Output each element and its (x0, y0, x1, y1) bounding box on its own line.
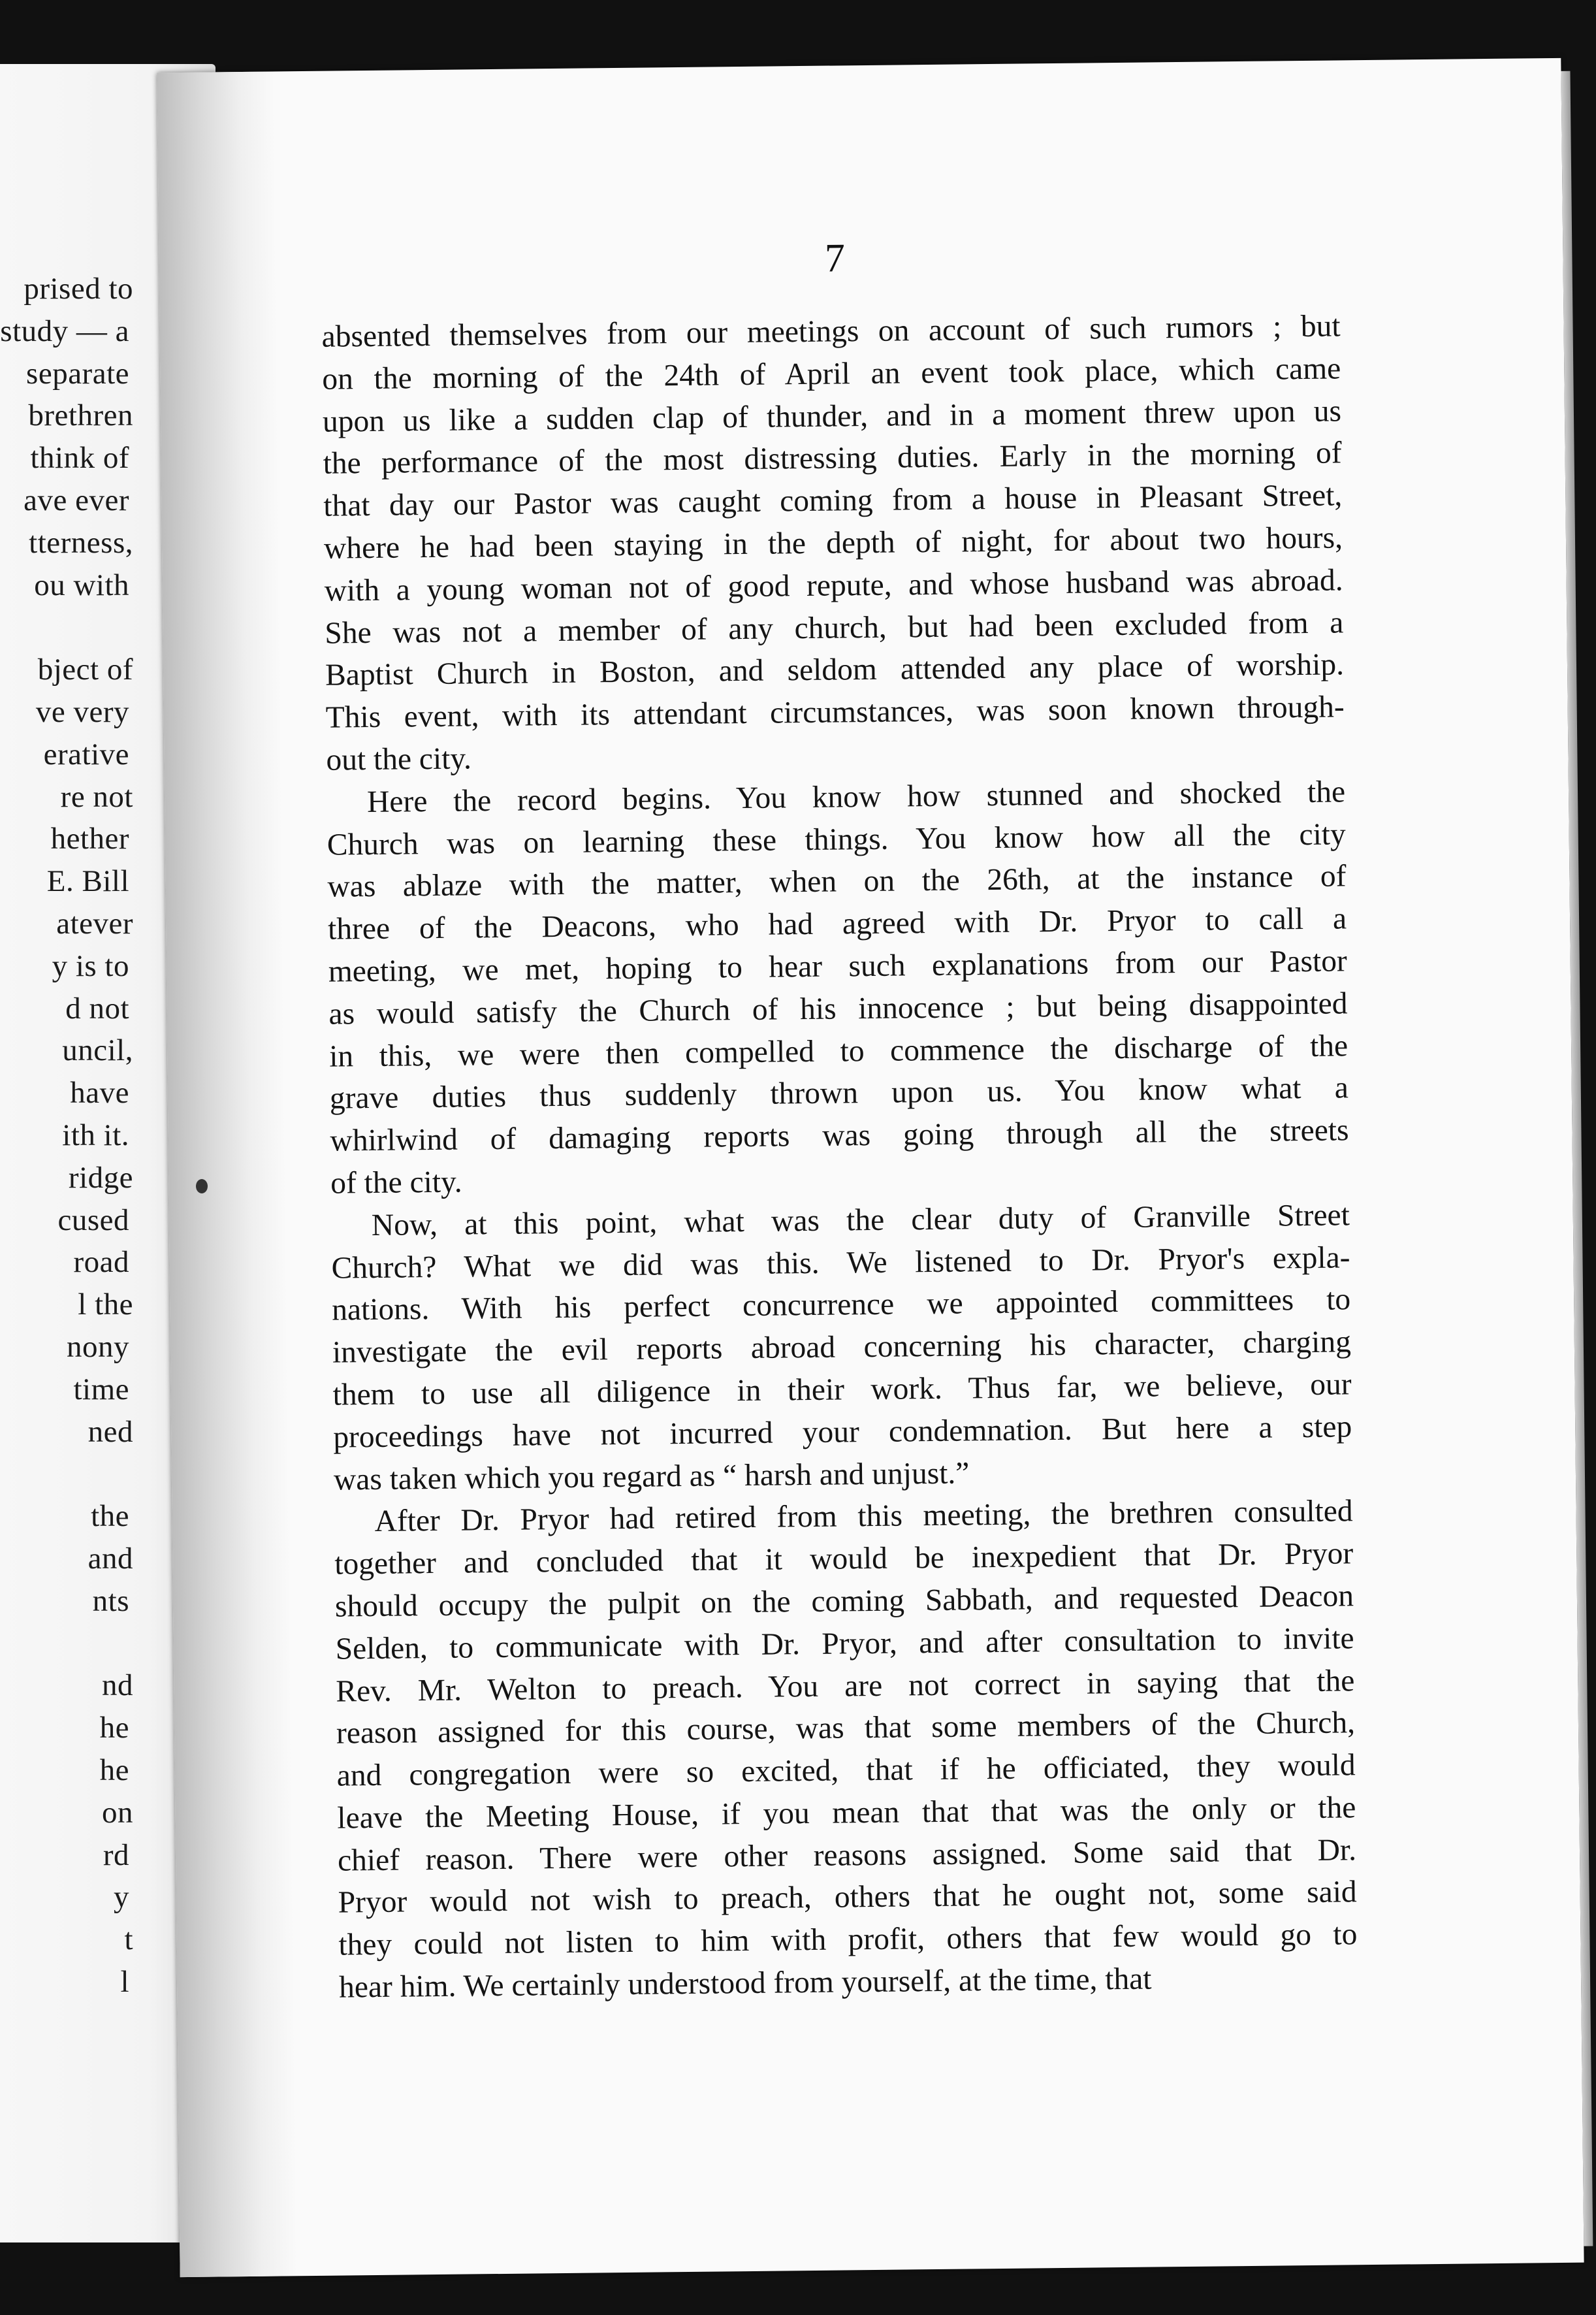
facing-page-text-fragment: t (124, 1922, 133, 1957)
facing-page-text-fragment: rd (103, 1837, 129, 1872)
text-line: Here the record begins. You know how stunned and shocked the (366, 775, 1346, 819)
text-line: meeting, we met, hoping to hear such explanations from our Pastor (328, 944, 1348, 989)
facing-page-text-fragment: road (73, 1245, 129, 1280)
body-text (321, 305, 1358, 2009)
paragraph (327, 771, 1350, 1205)
text-line: should occupy the pulpit on the coming Sabbath, and requested Deacon (334, 1579, 1354, 1624)
text-line: where he had been staying in the depth of night, for about two hours, (323, 521, 1343, 566)
text-line: This event, with its attendant circumstances, was soon known through- (325, 690, 1345, 735)
facing-page-text-fragment: y (114, 1880, 129, 1915)
text-line: as would satisfy the Church of his innocence ; but being disappointed (328, 986, 1348, 1031)
text-line: nations. With his perfect concurrence we appointed committees to (331, 1282, 1351, 1327)
text-line: upon us like a sudden clap of thunder, and in a moment threw upon us (322, 393, 1342, 439)
facing-page-text-fragment: he (99, 1753, 129, 1787)
facing-page-text-fragment: he (99, 1711, 129, 1745)
facing-page-text-fragment: l the (78, 1287, 133, 1322)
text-line: leave the Meeting House, if you mean that that was the only or the (337, 1790, 1356, 1836)
facing-page-text-fragment: E. Bill (46, 864, 129, 899)
paragraph (334, 1491, 1358, 2009)
text-line: was ablaze with the matter, when on the 26th, at the instance of (327, 859, 1347, 905)
facing-page-text-fragment: uncil, (62, 1033, 133, 1068)
facing-page-text-fragment: hether (50, 822, 129, 856)
facing-page-text-fragment: have (70, 1076, 129, 1110)
facing-page-text-fragment: on (102, 1795, 133, 1830)
paragraph (331, 1194, 1353, 1501)
text-line: in this, we were then compelled to commence the discharge of the (328, 1028, 1349, 1074)
text-line: the performance of the most distressing duties. Early in the morning of (323, 436, 1342, 481)
facing-page-text-fragment: ith it. (62, 1118, 129, 1152)
facing-page-text-fragment: separate (26, 356, 129, 391)
facing-page-text-fragment: d not (65, 991, 129, 1026)
text-line: reason assigned for this course, was that some members of the Church, (336, 1706, 1356, 1751)
facing-page-text-fragment: ned (88, 1414, 133, 1449)
facing-page-text-fragment: prised to (24, 272, 133, 306)
facing-page-text-fragment: and (88, 1542, 133, 1576)
facing-page-text-fragment: tterness, (29, 525, 133, 560)
facing-page-text-fragment: ave ever (24, 483, 129, 517)
text-line: grave duties thus suddenly thrown upon us. You know what a (329, 1071, 1349, 1116)
text-line: hear him. We certainly understood from yourself, at the time, that (338, 1962, 1152, 2005)
binding-mark (196, 1179, 208, 1193)
facing-page-text-fragment: nd (102, 1668, 133, 1703)
text-line: After Dr. Pryor had retired from this meeting, the brethren consulted (374, 1494, 1353, 1539)
text-line: on the morning of the 24th of April an event took place, which came (322, 351, 1341, 397)
text-line: they could not listen to him with profit, others that few would go to (338, 1917, 1358, 1962)
facing-page-text-fragment: nts (92, 1583, 129, 1618)
text-line: was taken which you regard as “ harsh and unjust.” (333, 1455, 970, 1497)
text-line: Selden, to communicate with Dr. Pryor, and after consultation to invite (335, 1621, 1354, 1666)
text-line: together and concluded that it would be inexpedient that Dr. Pryor (334, 1536, 1354, 1581)
page-stack-edge (1561, 71, 1593, 2246)
facing-page-text-fragment: time (73, 1372, 129, 1406)
text-line: whirlwind of damaging reports was going through all the streets (330, 1113, 1349, 1158)
text-line: and congregation were so excited, that if he officiated, they would (336, 1748, 1356, 1793)
text-line: with a young woman not of good repute, and whose husband was abroad. (324, 563, 1343, 608)
text-line: of the city. (330, 1165, 462, 1201)
facing-page-text-fragment: erative (43, 737, 129, 771)
page-number: 7 (824, 236, 846, 281)
text-line: Rev. Mr. Welton to preach. You are not correct in saying that the (336, 1663, 1355, 1709)
facing-page-text-fragment: atever (56, 907, 133, 941)
facing-page-text-fragment: ou with (34, 568, 129, 602)
text-line: proceedings have not incurred your condemnation. But here a step (333, 1410, 1352, 1455)
facing-page-text-fragment: think of (30, 441, 129, 476)
facing-page-text-fragment: ridge (68, 1160, 133, 1195)
text-line: Church was on learning these things. You know how all the city (327, 817, 1346, 862)
text-line: out the city. (326, 741, 472, 777)
text-line: chief reason. There were other reasons assigned. Some said that Dr. (337, 1832, 1357, 1878)
text-line: three of the Deacons, who had agreed with Dr. Pryor to call a (327, 901, 1347, 947)
facing-page-text-fragment: y is to (52, 948, 129, 983)
text-line: them to use all diligence in their work. Thus far, we believe, our (332, 1367, 1352, 1412)
facing-page-text-fragment: ve very (35, 695, 129, 729)
text-line: She was not a member of any church, but had been excluded from a (325, 605, 1344, 651)
paragraph (321, 305, 1345, 781)
binding-gutter-shadow (157, 71, 297, 2277)
facing-page-text-fragment: cused (57, 1203, 129, 1237)
text-line: Church? What we did was this. We listened to Dr. Pryor's expla- (331, 1240, 1350, 1286)
text-line: investigate the evil reports abroad concerning his character, charging (332, 1325, 1352, 1370)
text-line: Now, at this point, what was the clear duty of Granville Street (371, 1198, 1350, 1242)
text-line: that day our Pastor was caught coming from a house in Pleasant Street, (323, 478, 1343, 523)
facing-page-text-fragment: study — a (0, 314, 129, 348)
text-line: Pryor would not wish to preach, others that he ought not, some said (338, 1875, 1357, 1920)
facing-page-text-fragment: nony (67, 1330, 129, 1364)
document-page (157, 58, 1584, 2277)
facing-page-text-fragment: the (91, 1499, 129, 1534)
facing-page-text-fragment: brethren (28, 398, 133, 433)
text-line: absented themselves from our meetings on account of such rumors ; but (321, 309, 1341, 354)
facing-page-text-fragment: l (120, 1965, 129, 1999)
facing-page-text-fragment: re not (60, 779, 133, 814)
facing-page-text-fragment: bject of (37, 653, 133, 687)
text-line: Baptist Church in Boston, and seldom attended any place of worship. (325, 647, 1345, 693)
